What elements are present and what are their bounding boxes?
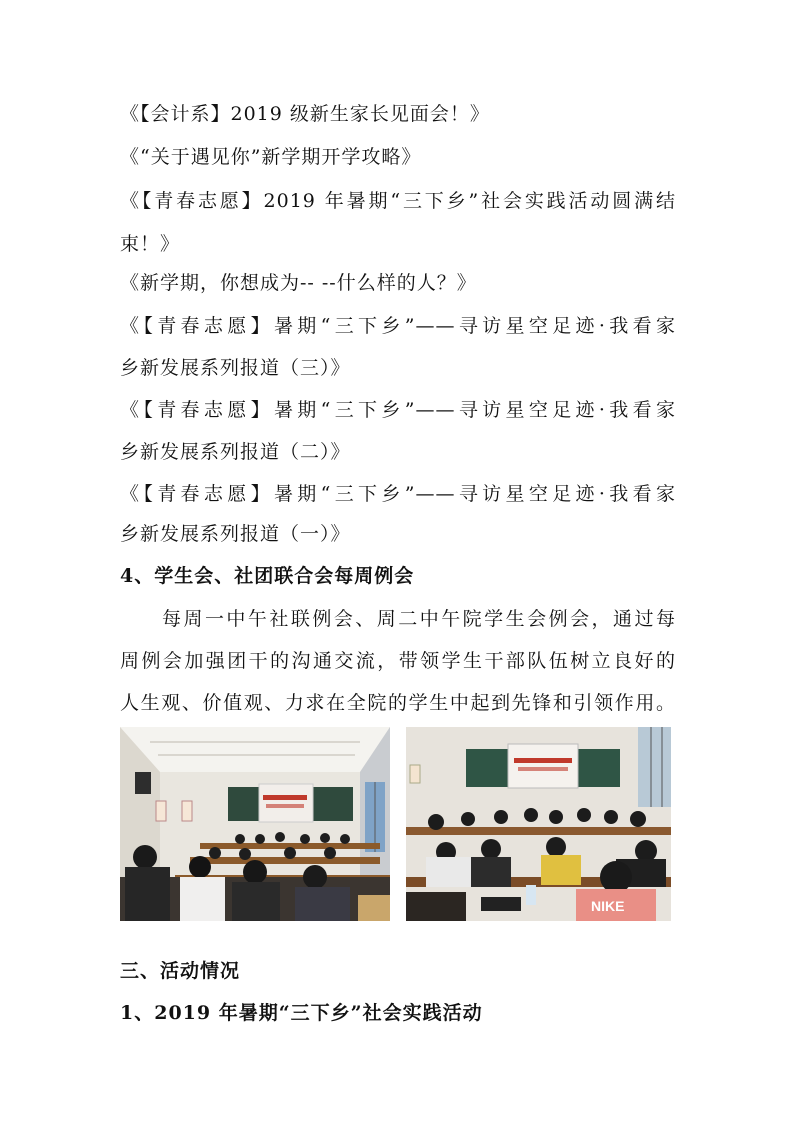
section-4-heading: 4、学生会、社团联合会每周例会 bbox=[120, 565, 415, 587]
section-3-subheading: 1、2019 年暑期“三下乡”社会实践活动 bbox=[120, 1002, 483, 1024]
section-4-paragraph-line-2: 周例会加强团干的沟通交流，带领学生干部队伍树立良好的 bbox=[120, 650, 676, 672]
article-link-7-line-2[interactable]: 乡新发展系列报道（一）》 bbox=[120, 523, 351, 545]
meeting-photo-right-drawing bbox=[406, 727, 671, 921]
section-3-heading: 三、活动情况 bbox=[120, 960, 241, 982]
article-link-4[interactable]: 《新学期，你想成为-- --什么样的人？》 bbox=[120, 272, 477, 294]
meeting-photo-right bbox=[406, 727, 671, 921]
article-link-6-line-2[interactable]: 乡新发展系列报道（二）》 bbox=[120, 441, 351, 463]
article-link-5-line-1[interactable]: 《【青春志愿】暑期“三下乡”——寻访星空足迹·我看家 bbox=[120, 315, 676, 337]
article-link-3-line-1[interactable]: 《【青春志愿】2019 年暑期“三下乡”社会实践活动圆满结 bbox=[120, 190, 676, 212]
section-4-paragraph-line-1: 每周一中午社联例会、周二中午院学生会例会，通过每 bbox=[162, 608, 676, 630]
article-link-1[interactable]: 《【会计系】2019 级新生家长见面会！》 bbox=[120, 103, 490, 125]
article-link-3-line-2[interactable]: 束！》 bbox=[120, 233, 181, 255]
nike-shirt-text: NIKE bbox=[591, 898, 625, 914]
section-4-paragraph-line-3: 人生观、价值观、力求在全院的学生中起到先锋和引领作用。 bbox=[120, 692, 676, 714]
meeting-photo-left bbox=[120, 727, 390, 921]
article-link-7-line-1[interactable]: 《【青春志愿】暑期“三下乡”——寻访星空足迹·我看家 bbox=[120, 483, 676, 505]
article-link-5-line-2[interactable]: 乡新发展系列报道（三）》 bbox=[120, 357, 351, 379]
article-link-6-line-1[interactable]: 《【青春志愿】暑期“三下乡”——寻访星空足迹·我看家 bbox=[120, 399, 676, 421]
article-link-2[interactable]: 《“关于遇见你”新学期开学攻略》 bbox=[120, 146, 422, 168]
meeting-photo-left-drawing bbox=[120, 727, 390, 921]
